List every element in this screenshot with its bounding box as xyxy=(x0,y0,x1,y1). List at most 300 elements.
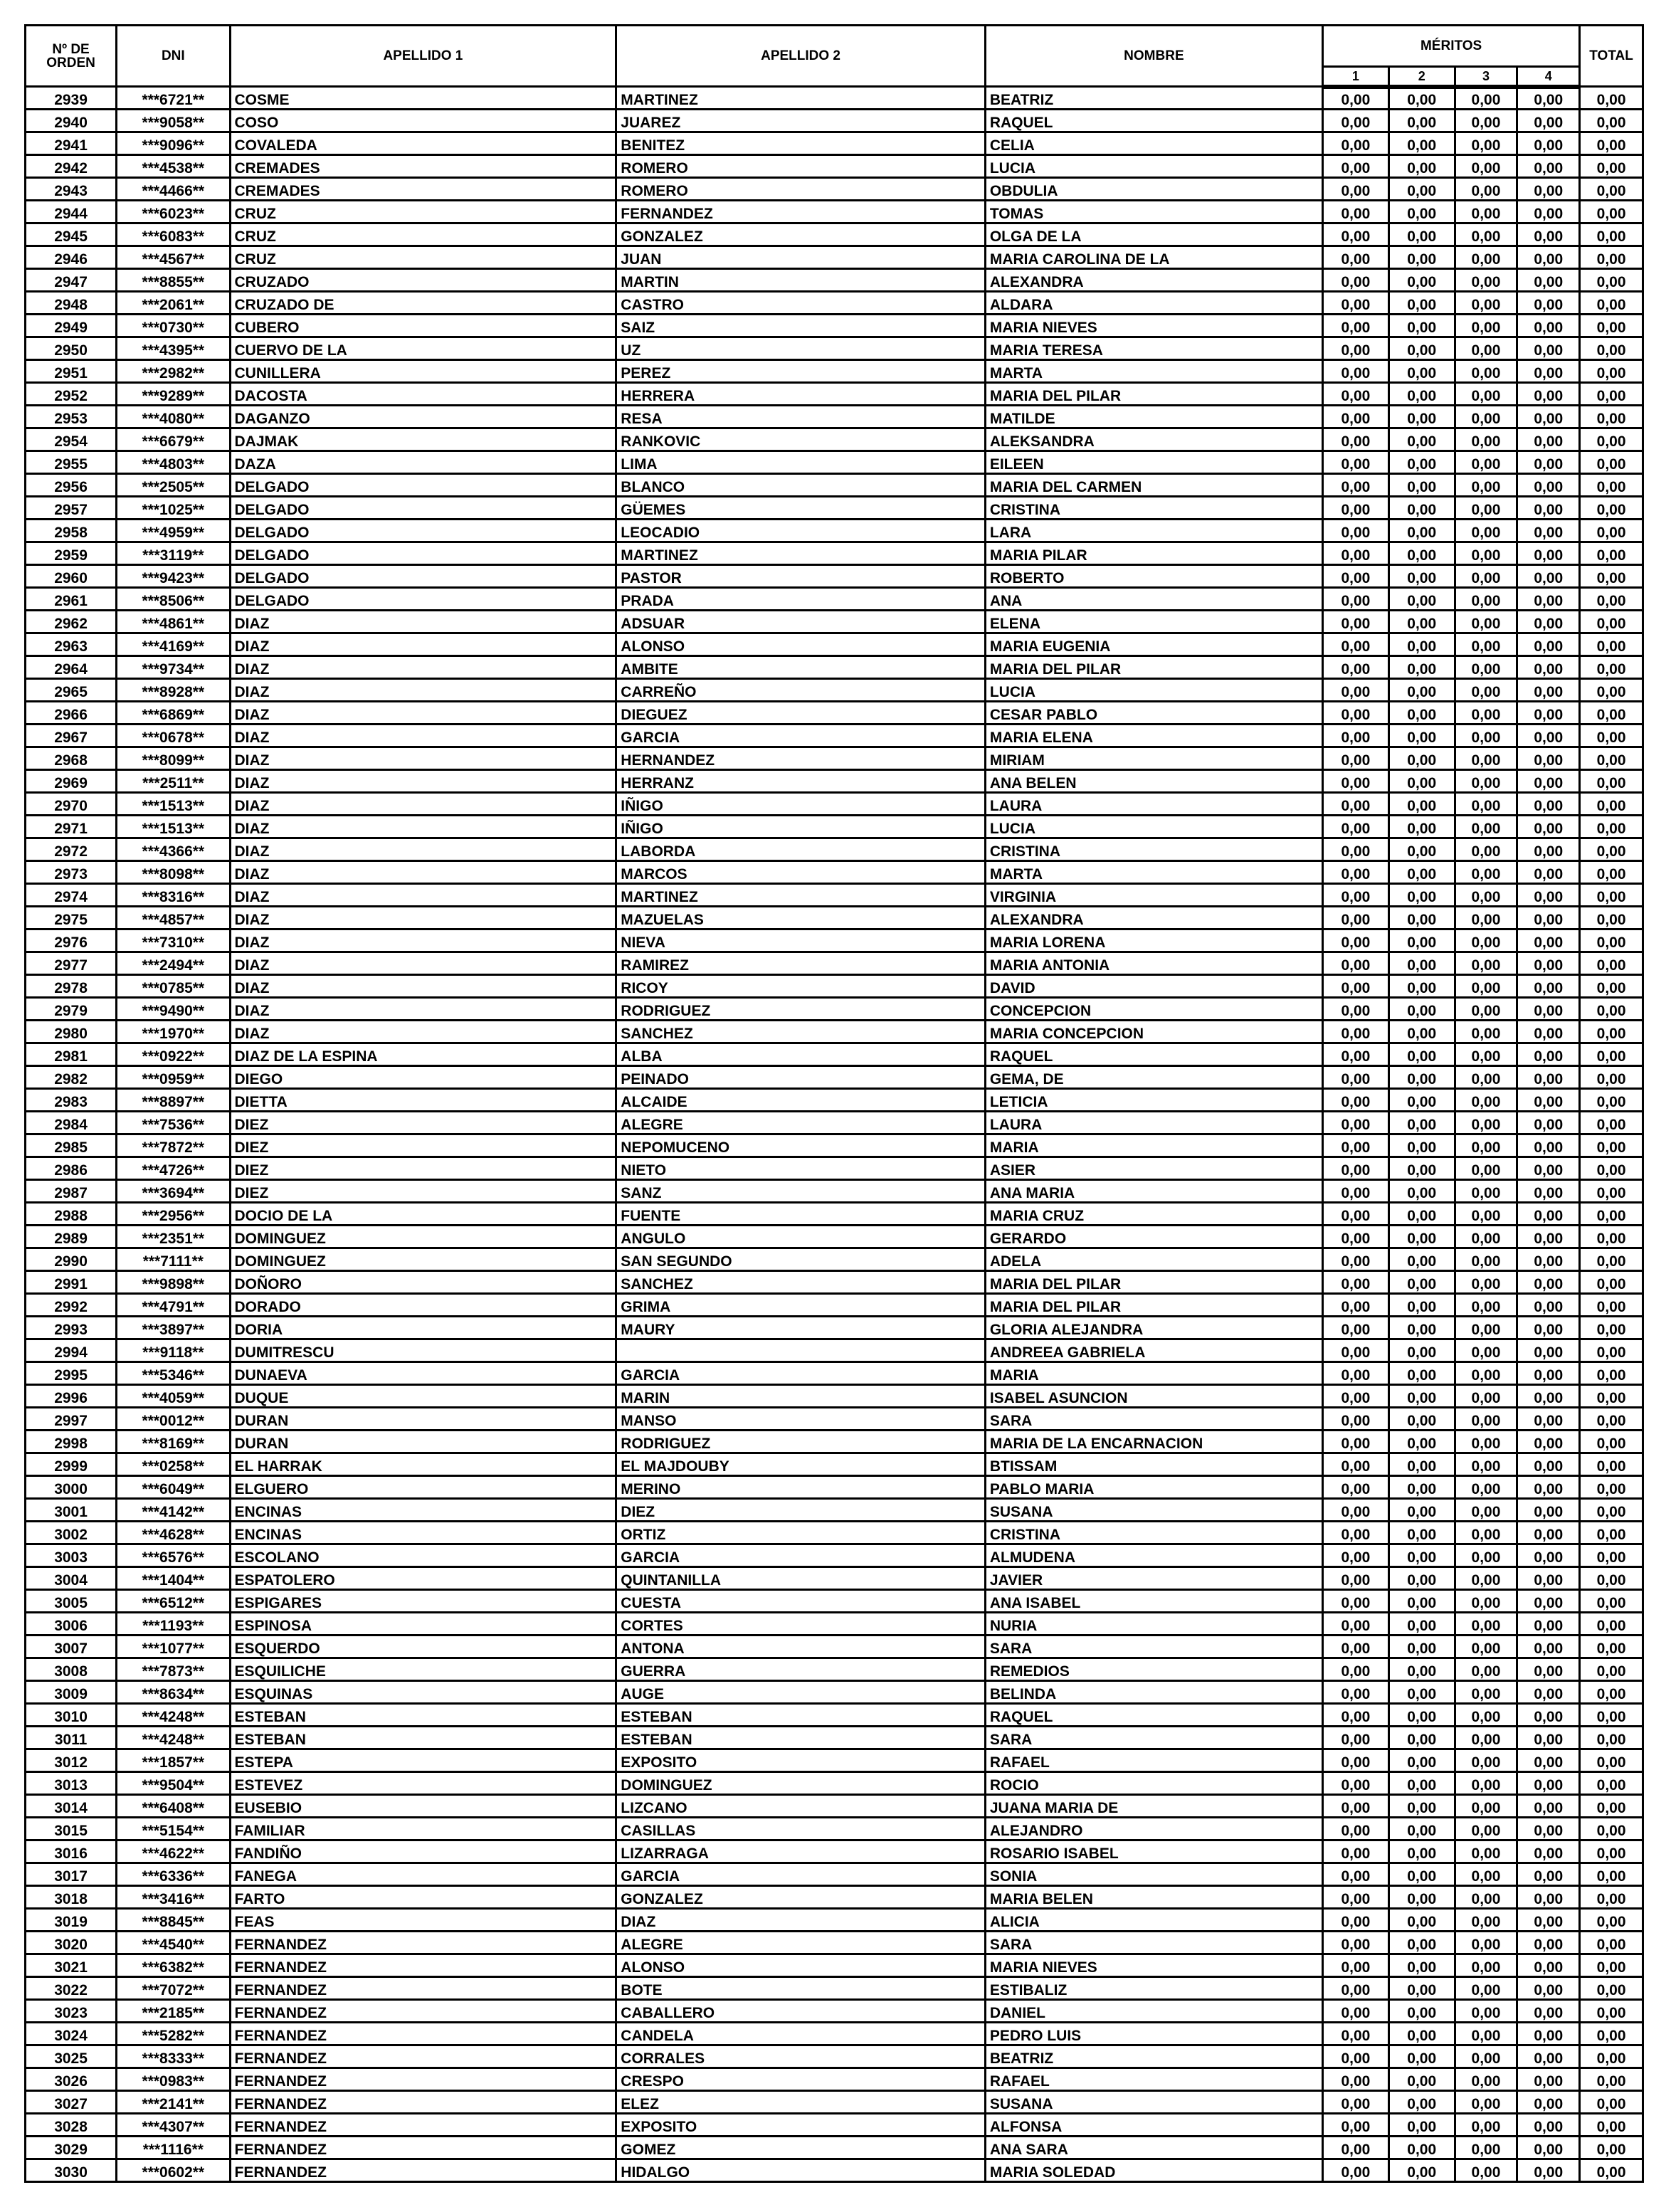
cell-dni: ***5346** xyxy=(117,1362,230,1385)
cell-merito-4: 0,00 xyxy=(1517,542,1580,565)
cell-merito-4: 0,00 xyxy=(1517,269,1580,292)
cell-apellido2: ALONSO xyxy=(616,633,986,656)
cell-merito-2: 0,00 xyxy=(1388,816,1455,838)
cell-merito-1: 0,00 xyxy=(1322,1385,1388,1408)
cell-total: 0,00 xyxy=(1580,474,1643,497)
cell-apellido2: GOMEZ xyxy=(616,2137,986,2159)
cell-total: 0,00 xyxy=(1580,315,1643,337)
cell-merito-4: 0,00 xyxy=(1517,1932,1580,1954)
cell-merito-4: 0,00 xyxy=(1517,2091,1580,2114)
cell-merito-2: 0,00 xyxy=(1388,497,1455,520)
cell-merito-1: 0,00 xyxy=(1322,952,1388,975)
table-row xyxy=(26,1886,1643,1909)
cell-merito-4: 0,00 xyxy=(1517,884,1580,907)
cell-apellido1: ESQUILICHE xyxy=(230,1658,616,1681)
cell-merito-4: 0,00 xyxy=(1517,315,1580,337)
cell-merito-2: 0,00 xyxy=(1388,1203,1455,1226)
cell-merito-2: 0,00 xyxy=(1388,1772,1455,1795)
cell-dni: ***4803** xyxy=(117,451,230,474)
cell-merito-2: 0,00 xyxy=(1388,315,1455,337)
cell-total: 0,00 xyxy=(1580,451,1643,474)
cell-nombre: MARIA ELENA xyxy=(985,725,1322,747)
cell-dni: ***4466** xyxy=(117,178,230,201)
table-row xyxy=(26,725,1643,747)
cell-merito-3: 0,00 xyxy=(1455,269,1517,292)
cell-merito-4: 0,00 xyxy=(1517,952,1580,975)
cell-orden: 3004 xyxy=(26,1567,117,1590)
cell-merito-4: 0,00 xyxy=(1517,1476,1580,1499)
table-row xyxy=(26,884,1643,907)
cell-apellido1: ESCOLANO xyxy=(230,1544,616,1567)
cell-merito-3: 0,00 xyxy=(1455,1704,1517,1727)
table-row xyxy=(26,588,1643,611)
cell-apellido1: EL HARRAK xyxy=(230,1453,616,1476)
cell-merito-1: 0,00 xyxy=(1322,1066,1388,1089)
cell-merito-1: 0,00 xyxy=(1322,337,1388,360)
cell-merito-3: 0,00 xyxy=(1455,816,1517,838)
cell-apellido1: DIAZ xyxy=(230,907,616,929)
cell-dni: ***1857** xyxy=(117,1749,230,1772)
cell-apellido2: FUENTE xyxy=(616,1203,986,1226)
cell-merito-2: 0,00 xyxy=(1388,861,1455,884)
cell-orden: 2946 xyxy=(26,246,117,269)
cell-merito-1: 0,00 xyxy=(1322,1818,1388,1840)
cell-apellido1: DIEZ xyxy=(230,1112,616,1134)
cell-orden: 2976 xyxy=(26,929,117,952)
cell-nombre: ISABEL ASUNCION xyxy=(985,1385,1322,1408)
cell-apellido1: DELGADO xyxy=(230,588,616,611)
cell-merito-4: 0,00 xyxy=(1517,611,1580,633)
cell-merito-3: 0,00 xyxy=(1455,474,1517,497)
cell-total: 0,00 xyxy=(1580,725,1643,747)
cell-dni: ***1404** xyxy=(117,1567,230,1590)
cell-apellido1: ENCINAS xyxy=(230,1522,616,1544)
cell-orden: 2944 xyxy=(26,201,117,223)
cell-apellido2: ROMERO xyxy=(616,155,986,178)
cell-total: 0,00 xyxy=(1580,1043,1643,1066)
cell-merito-1: 0,00 xyxy=(1322,1180,1388,1203)
cell-apellido1: FERNANDEZ xyxy=(230,1977,616,2000)
cell-orden: 2966 xyxy=(26,702,117,725)
cell-orden: 2954 xyxy=(26,428,117,451)
cell-merito-3: 0,00 xyxy=(1455,1840,1517,1863)
cell-apellido2: HERRERA xyxy=(616,383,986,406)
cell-merito-2: 0,00 xyxy=(1388,1886,1455,1909)
cell-nombre: LETICIA xyxy=(985,1089,1322,1112)
cell-total: 0,00 xyxy=(1580,1681,1643,1704)
cell-apellido1: ESQUINAS xyxy=(230,1681,616,1704)
cell-dni: ***1513** xyxy=(117,793,230,816)
cell-merito-3: 0,00 xyxy=(1455,383,1517,406)
cell-nombre: MARIA BELEN xyxy=(985,1886,1322,1909)
cell-total: 0,00 xyxy=(1580,770,1643,793)
cell-merito-2: 0,00 xyxy=(1388,565,1455,588)
cell-apellido2: LEOCADIO xyxy=(616,520,986,542)
cell-orden: 2957 xyxy=(26,497,117,520)
cell-merito-4: 0,00 xyxy=(1517,998,1580,1021)
cell-merito-3: 0,00 xyxy=(1455,1909,1517,1932)
cell-merito-1: 0,00 xyxy=(1322,884,1388,907)
cell-dni: ***2982** xyxy=(117,360,230,383)
cell-nombre: ANA MARIA xyxy=(985,1180,1322,1203)
cell-nombre: LAURA xyxy=(985,793,1322,816)
cell-merito-2: 0,00 xyxy=(1388,907,1455,929)
cell-total: 0,00 xyxy=(1580,1453,1643,1476)
cell-merito-3: 0,00 xyxy=(1455,2091,1517,2114)
header-merito-1: 1 xyxy=(1322,67,1388,87)
cell-total: 0,00 xyxy=(1580,1317,1643,1339)
cell-merito-4: 0,00 xyxy=(1517,246,1580,269)
table-row xyxy=(26,1271,1643,1294)
cell-merito-3: 0,00 xyxy=(1455,2068,1517,2091)
cell-orden: 3022 xyxy=(26,1977,117,2000)
cell-merito-2: 0,00 xyxy=(1388,1749,1455,1772)
header-meritos: MÉRITOS xyxy=(1322,26,1579,67)
cell-apellido1: DIAZ xyxy=(230,861,616,884)
cell-orden: 2962 xyxy=(26,611,117,633)
cell-merito-4: 0,00 xyxy=(1517,178,1580,201)
cell-apellido2: ALBA xyxy=(616,1043,986,1066)
cell-apellido2: GONZALEZ xyxy=(616,223,986,246)
cell-total: 0,00 xyxy=(1580,1385,1643,1408)
cell-merito-4: 0,00 xyxy=(1517,747,1580,770)
cell-total: 0,00 xyxy=(1580,406,1643,428)
cell-merito-4: 0,00 xyxy=(1517,1043,1580,1066)
cell-merito-4: 0,00 xyxy=(1517,1271,1580,1294)
cell-merito-4: 0,00 xyxy=(1517,2045,1580,2068)
cell-merito-1: 0,00 xyxy=(1322,474,1388,497)
cell-nombre: VIRGINIA xyxy=(985,884,1322,907)
cell-merito-1: 0,00 xyxy=(1322,1863,1388,1886)
cell-merito-3: 0,00 xyxy=(1455,2137,1517,2159)
table-row xyxy=(26,2023,1643,2045)
cell-merito-4: 0,00 xyxy=(1517,861,1580,884)
cell-orden: 2982 xyxy=(26,1066,117,1089)
cell-nombre: GLORIA ALEJANDRA xyxy=(985,1317,1322,1339)
cell-merito-3: 0,00 xyxy=(1455,1499,1517,1522)
cell-apellido2: LIMA xyxy=(616,451,986,474)
cell-nombre: SARA xyxy=(985,1727,1322,1749)
cell-dni: ***4861** xyxy=(117,611,230,633)
cell-total: 0,00 xyxy=(1580,110,1643,132)
table-row xyxy=(26,223,1643,246)
cell-merito-4: 0,00 xyxy=(1517,2000,1580,2023)
cell-nombre: ESTIBALIZ xyxy=(985,1977,1322,2000)
cell-merito-2: 0,00 xyxy=(1388,451,1455,474)
cell-merito-1: 0,00 xyxy=(1322,2045,1388,2068)
cell-nombre: RAQUEL xyxy=(985,110,1322,132)
cell-apellido1: DIAZ xyxy=(230,725,616,747)
cell-apellido2: GARCIA xyxy=(616,1544,986,1567)
cell-merito-3: 0,00 xyxy=(1455,1681,1517,1704)
cell-merito-2: 0,00 xyxy=(1388,747,1455,770)
cell-dni: ***1025** xyxy=(117,497,230,520)
table-row xyxy=(26,451,1643,474)
cell-merito-4: 0,00 xyxy=(1517,1089,1580,1112)
cell-apellido2: DIAZ xyxy=(616,1909,986,1932)
cell-dni: ***8099** xyxy=(117,747,230,770)
cell-merito-3: 0,00 xyxy=(1455,520,1517,542)
cell-apellido1: FERNANDEZ xyxy=(230,2023,616,2045)
cell-merito-4: 0,00 xyxy=(1517,1681,1580,1704)
cell-apellido2: RANKOVIC xyxy=(616,428,986,451)
cell-total: 0,00 xyxy=(1580,520,1643,542)
cell-merito-1: 0,00 xyxy=(1322,998,1388,1021)
cell-merito-2: 0,00 xyxy=(1388,1954,1455,1977)
cell-dni: ***4248** xyxy=(117,1727,230,1749)
cell-apellido2: CUESTA xyxy=(616,1590,986,1613)
cell-orden: 2995 xyxy=(26,1362,117,1385)
cell-apellido1: DIETTA xyxy=(230,1089,616,1112)
table-row xyxy=(26,1840,1643,1863)
cell-total: 0,00 xyxy=(1580,1954,1643,1977)
cell-apellido2: SANZ xyxy=(616,1180,986,1203)
cell-orden: 3011 xyxy=(26,1727,117,1749)
cell-orden: 2968 xyxy=(26,747,117,770)
cell-apellido2: ESTEBAN xyxy=(616,1727,986,1749)
cell-nombre: BTISSAM xyxy=(985,1453,1322,1476)
table-row xyxy=(26,2137,1643,2159)
cell-merito-3: 0,00 xyxy=(1455,542,1517,565)
table-body xyxy=(26,87,1643,2182)
cell-merito-1: 0,00 xyxy=(1322,633,1388,656)
cell-nombre: MARIA xyxy=(985,1134,1322,1157)
cell-dni: ***0922** xyxy=(117,1043,230,1066)
cell-merito-3: 0,00 xyxy=(1455,907,1517,929)
cell-dni: ***4366** xyxy=(117,838,230,861)
cell-orden: 3005 xyxy=(26,1590,117,1613)
table-row xyxy=(26,1522,1643,1544)
cell-merito-2: 0,00 xyxy=(1388,2114,1455,2137)
cell-merito-2: 0,00 xyxy=(1388,1727,1455,1749)
cell-merito-2: 0,00 xyxy=(1388,633,1455,656)
cell-merito-3: 0,00 xyxy=(1455,725,1517,747)
cell-dni: ***1970** xyxy=(117,1021,230,1043)
cell-merito-2: 0,00 xyxy=(1388,201,1455,223)
cell-orden: 2955 xyxy=(26,451,117,474)
cell-merito-3: 0,00 xyxy=(1455,1544,1517,1567)
table-row xyxy=(26,998,1643,1021)
cell-dni: ***6869** xyxy=(117,702,230,725)
cell-total: 0,00 xyxy=(1580,1203,1643,1226)
cell-orden: 2979 xyxy=(26,998,117,1021)
cell-merito-2: 0,00 xyxy=(1388,1704,1455,1727)
table-row xyxy=(26,2068,1643,2091)
cell-total: 0,00 xyxy=(1580,679,1643,702)
cell-dni: ***0678** xyxy=(117,725,230,747)
table-row xyxy=(26,1431,1643,1453)
cell-total: 0,00 xyxy=(1580,1840,1643,1863)
cell-dni: ***9490** xyxy=(117,998,230,1021)
cell-total: 0,00 xyxy=(1580,1180,1643,1203)
cell-nombre: LARA xyxy=(985,520,1322,542)
cell-nombre: MARIA DE LA ENCARNACION xyxy=(985,1431,1322,1453)
header-apellido2: APELLIDO 2 xyxy=(616,26,986,87)
table-row xyxy=(26,975,1643,998)
cell-apellido1: DIAZ xyxy=(230,770,616,793)
cell-nombre: PABLO MARIA xyxy=(985,1476,1322,1499)
cell-dni: ***7536** xyxy=(117,1112,230,1134)
header-orden-line2: ORDEN xyxy=(46,55,95,70)
cell-orden: 3012 xyxy=(26,1749,117,1772)
cell-apellido2: GARCIA xyxy=(616,1863,986,1886)
cell-orden: 2939 xyxy=(26,87,117,110)
cell-merito-4: 0,00 xyxy=(1517,497,1580,520)
cell-apellido2: FERNANDEZ xyxy=(616,201,986,223)
cell-apellido2: CORTES xyxy=(616,1613,986,1636)
table-row xyxy=(26,1863,1643,1886)
cell-merito-3: 0,00 xyxy=(1455,1180,1517,1203)
cell-apellido2: MAZUELAS xyxy=(616,907,986,929)
cell-orden: 2971 xyxy=(26,816,117,838)
cell-apellido1: CREMADES xyxy=(230,178,616,201)
cell-nombre: TOMAS xyxy=(985,201,1322,223)
cell-merito-4: 0,00 xyxy=(1517,816,1580,838)
cell-orden: 2952 xyxy=(26,383,117,406)
cell-dni: ***6336** xyxy=(117,1863,230,1886)
cell-merito-2: 0,00 xyxy=(1388,611,1455,633)
cell-apellido2: CORRALES xyxy=(616,2045,986,2068)
cell-merito-1: 0,00 xyxy=(1322,1157,1388,1180)
cell-total: 0,00 xyxy=(1580,2114,1643,2137)
cell-total: 0,00 xyxy=(1580,1294,1643,1317)
cell-apellido1: DELGADO xyxy=(230,565,616,588)
cell-nombre: OBDULIA xyxy=(985,178,1322,201)
cell-total: 0,00 xyxy=(1580,1567,1643,1590)
cell-nombre: RAFAEL xyxy=(985,1749,1322,1772)
cell-total: 0,00 xyxy=(1580,1886,1643,1909)
cell-nombre: MARIA LORENA xyxy=(985,929,1322,952)
table-row xyxy=(26,497,1643,520)
cell-total: 0,00 xyxy=(1580,1658,1643,1681)
cell-orden: 2991 xyxy=(26,1271,117,1294)
cell-nombre: ALEJANDRO xyxy=(985,1818,1322,1840)
cell-merito-3: 0,00 xyxy=(1455,1727,1517,1749)
cell-apellido1: COSO xyxy=(230,110,616,132)
cell-merito-1: 0,00 xyxy=(1322,178,1388,201)
table-row xyxy=(26,793,1643,816)
cell-merito-2: 0,00 xyxy=(1388,702,1455,725)
cell-nombre: LUCIA xyxy=(985,155,1322,178)
cell-merito-1: 0,00 xyxy=(1322,2068,1388,2091)
cell-dni: ***8634** xyxy=(117,1681,230,1704)
cell-merito-3: 0,00 xyxy=(1455,87,1517,110)
cell-merito-4: 0,00 xyxy=(1517,406,1580,428)
cell-orden: 2972 xyxy=(26,838,117,861)
cell-merito-4: 0,00 xyxy=(1517,1317,1580,1339)
cell-nombre: SUSANA xyxy=(985,2091,1322,2114)
cell-apellido2: NEPOMUCENO xyxy=(616,1134,986,1157)
cell-total: 0,00 xyxy=(1580,1248,1643,1271)
header-merito-4: 4 xyxy=(1517,67,1580,87)
cell-apellido2: ANGULO xyxy=(616,1226,986,1248)
cell-apellido2: ADSUAR xyxy=(616,611,986,633)
cell-merito-3: 0,00 xyxy=(1455,2045,1517,2068)
cell-apellido2: CASILLAS xyxy=(616,1818,986,1840)
cell-merito-2: 0,00 xyxy=(1388,1431,1455,1453)
cell-merito-4: 0,00 xyxy=(1517,1408,1580,1431)
cell-merito-3: 0,00 xyxy=(1455,2114,1517,2137)
cell-nombre: CRISTINA xyxy=(985,838,1322,861)
cell-merito-3: 0,00 xyxy=(1455,929,1517,952)
cell-orden: 3028 xyxy=(26,2114,117,2137)
cell-apellido2: GONZALEZ xyxy=(616,1886,986,1909)
cell-nombre: DAVID xyxy=(985,975,1322,998)
table-row xyxy=(26,87,1643,110)
cell-merito-2: 0,00 xyxy=(1388,838,1455,861)
cell-orden: 3027 xyxy=(26,2091,117,2114)
cell-orden: 2993 xyxy=(26,1317,117,1339)
cell-dni: ***3897** xyxy=(117,1317,230,1339)
cell-total: 0,00 xyxy=(1580,1522,1643,1544)
cell-nombre: MATILDE xyxy=(985,406,1322,428)
cell-merito-2: 0,00 xyxy=(1388,975,1455,998)
cell-apellido1: DIAZ xyxy=(230,611,616,633)
cell-total: 0,00 xyxy=(1580,1362,1643,1385)
cell-dni: ***4791** xyxy=(117,1294,230,1317)
cell-merito-2: 0,00 xyxy=(1388,1248,1455,1271)
cell-merito-4: 0,00 xyxy=(1517,474,1580,497)
cell-merito-3: 0,00 xyxy=(1455,679,1517,702)
cell-merito-4: 0,00 xyxy=(1517,656,1580,679)
cell-merito-1: 0,00 xyxy=(1322,315,1388,337)
cell-nombre: CESAR PABLO xyxy=(985,702,1322,725)
cell-nombre: ALEXANDRA xyxy=(985,907,1322,929)
cell-apellido1: DIAZ xyxy=(230,793,616,816)
cell-merito-3: 0,00 xyxy=(1455,1043,1517,1066)
cell-merito-1: 0,00 xyxy=(1322,929,1388,952)
cell-merito-4: 0,00 xyxy=(1517,1522,1580,1544)
cell-merito-1: 0,00 xyxy=(1322,110,1388,132)
cell-apellido2: MARTINEZ xyxy=(616,542,986,565)
cell-merito-4: 0,00 xyxy=(1517,292,1580,315)
cell-orden: 2942 xyxy=(26,155,117,178)
cell-merito-4: 0,00 xyxy=(1517,155,1580,178)
cell-orden: 3030 xyxy=(26,2159,117,2182)
cell-nombre: CELIA xyxy=(985,132,1322,155)
cell-apellido2: CABALLERO xyxy=(616,2000,986,2023)
cell-orden: 2950 xyxy=(26,337,117,360)
cell-merito-4: 0,00 xyxy=(1517,565,1580,588)
cell-nombre: SONIA xyxy=(985,1863,1322,1886)
cell-orden: 2945 xyxy=(26,223,117,246)
cell-dni: ***0959** xyxy=(117,1066,230,1089)
cell-dni: ***7072** xyxy=(117,1977,230,2000)
cell-merito-1: 0,00 xyxy=(1322,1362,1388,1385)
cell-orden: 3000 xyxy=(26,1476,117,1499)
cell-merito-1: 0,00 xyxy=(1322,360,1388,383)
cell-dni: ***4857** xyxy=(117,907,230,929)
cell-orden: 3006 xyxy=(26,1613,117,1636)
cell-merito-3: 0,00 xyxy=(1455,2023,1517,2045)
table-row xyxy=(26,201,1643,223)
cell-total: 0,00 xyxy=(1580,1772,1643,1795)
cell-nombre: MARIA DEL CARMEN xyxy=(985,474,1322,497)
cell-merito-1: 0,00 xyxy=(1322,2023,1388,2045)
cell-merito-1: 0,00 xyxy=(1322,1795,1388,1818)
cell-dni: ***0012** xyxy=(117,1408,230,1431)
cell-total: 0,00 xyxy=(1580,2068,1643,2091)
cell-apellido1: ESQUERDO xyxy=(230,1636,616,1658)
cell-merito-2: 0,00 xyxy=(1388,588,1455,611)
cell-merito-1: 0,00 xyxy=(1322,1408,1388,1431)
cell-total: 0,00 xyxy=(1580,1089,1643,1112)
cell-dni: ***1116** xyxy=(117,2137,230,2159)
cell-merito-3: 0,00 xyxy=(1455,1385,1517,1408)
cell-merito-1: 0,00 xyxy=(1322,838,1388,861)
cell-orden: 3017 xyxy=(26,1863,117,1886)
cell-nombre: ELENA xyxy=(985,611,1322,633)
